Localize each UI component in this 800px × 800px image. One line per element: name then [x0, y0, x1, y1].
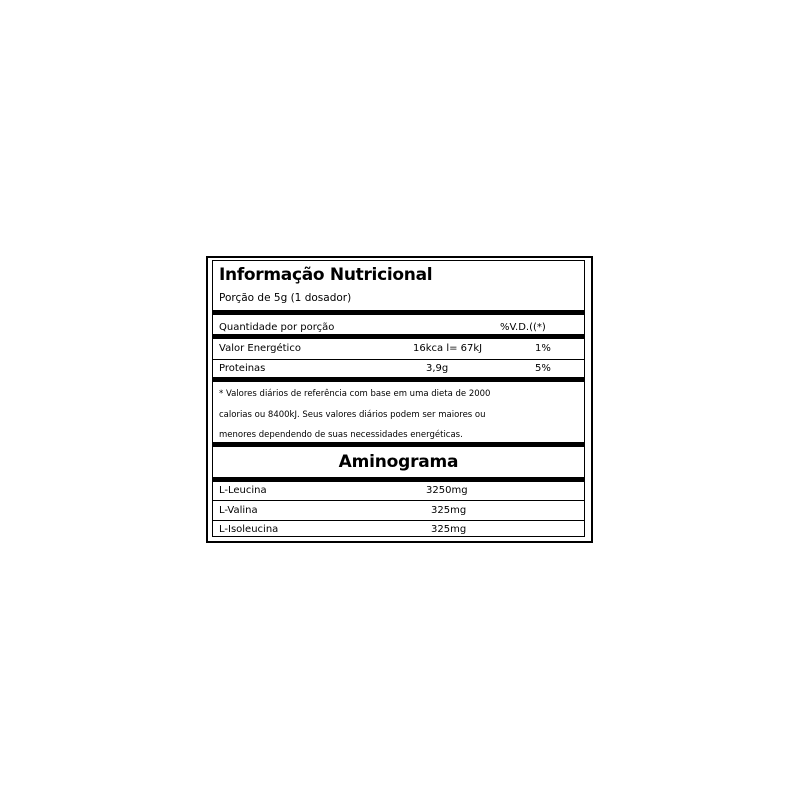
amino-name: L-Leucina [219, 485, 267, 496]
divider-thick [213, 377, 584, 382]
amino-name: L-Valina [219, 505, 258, 516]
footnote-line: calorias ou 8400kJ. Seus valores diários podem ser maiores ou [219, 410, 486, 420]
nutrient-amount: 16kca l= 67kJ [413, 343, 483, 354]
divider-thick [213, 310, 584, 315]
divider-thick [213, 477, 584, 482]
quantity-header: Quantidade por porção [219, 322, 335, 333]
amino-name: L-Isoleucina [219, 524, 279, 535]
nutrient-name: Valor Energético [219, 343, 301, 354]
nutrition-label-inner [212, 260, 585, 537]
dv-header: %V.D.((*) [500, 322, 546, 333]
amino-amount: 325mg [431, 505, 467, 516]
nutrient-amount: 3,9g [426, 363, 449, 374]
footnote-line: * Valores diários de referência com base em uma dieta de 2000 [219, 389, 491, 399]
nutrient-dv: 1% [535, 343, 551, 354]
amino-amount: 3250mg [426, 485, 468, 496]
divider-thick [213, 442, 584, 447]
portion-size: Porção de 5g (1 dosador) [219, 292, 352, 304]
footnote-line: menores dependendo de suas necessidades energéticas. [219, 430, 463, 440]
divider-thin [213, 500, 584, 501]
label-title: Informação Nutricional [219, 265, 433, 285]
nutrient-dv: 5% [535, 363, 551, 374]
amino-amount: 325mg [431, 524, 467, 535]
nutrient-name: Proteinas [219, 363, 266, 374]
nutrition-label [206, 256, 593, 543]
divider-thick [213, 334, 584, 339]
divider-thin [213, 359, 584, 360]
aminogram-title: Aminograma [338, 452, 459, 472]
divider-thin [213, 520, 584, 521]
